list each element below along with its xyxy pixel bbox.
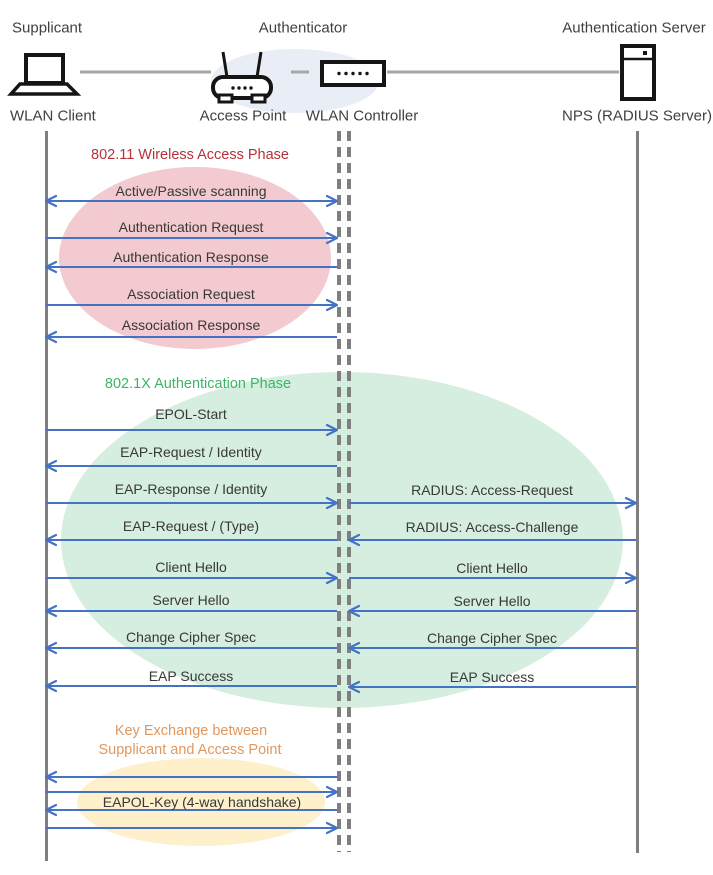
message-label: Association Request — [127, 286, 255, 302]
message-label: RADIUS: Access-Request — [411, 482, 573, 498]
phase-title-80211: 802.11 Wireless Access Phase — [91, 147, 289, 163]
message-label: RADIUS: Access-Challenge — [405, 519, 579, 535]
message-label: Client Hello — [155, 559, 227, 575]
message-label: Association Response — [121, 317, 261, 333]
message-label: EAP Success — [449, 669, 535, 685]
device-label-wlan-controller: WLAN Controller — [305, 107, 419, 125]
message-label: Server Hello — [152, 592, 230, 608]
message-label: Authentication Request — [118, 219, 264, 235]
actor-role-authenticator: Authenticator — [258, 19, 348, 37]
server-icon — [622, 46, 654, 99]
actor-role-authentication-server: Authentication Server — [562, 19, 706, 37]
message-label: Client Hello — [456, 560, 528, 576]
device-label-wlan-client: WLAN Client — [10, 107, 96, 125]
message-label: Server Hello — [453, 593, 531, 609]
phase-title-8021x: 802.1X Authentication Phase — [104, 376, 292, 392]
message-label: EAP Success — [148, 668, 234, 684]
message-label: EAP-Request / (Type) — [122, 518, 260, 534]
message-label: EAP-Request / Identity — [120, 444, 262, 460]
phase-title-key-exchange-line1: Key Exchange between — [114, 723, 268, 739]
message-label: EAPOL-Key (4-way handshake) — [102, 794, 302, 810]
device-label-access-point: Access Point — [199, 107, 287, 125]
message-label: Change Cipher Spec — [427, 630, 557, 646]
message-label: EAP-Response / Identity — [114, 481, 268, 497]
phase-title-key-exchange-line2: Supplicant and Access Point — [98, 742, 282, 758]
wlan-controller-icon — [322, 62, 384, 85]
device-label-nps-radius-server: NPS (RADIUS Server) — [561, 107, 713, 125]
message-label: Active/Passive scanning — [115, 183, 267, 199]
message-label: Change Cipher Spec — [126, 629, 256, 645]
laptop-icon — [11, 55, 77, 94]
actor-role-supplicant: Supplicant — [12, 19, 83, 37]
message-label: Authentication Response — [113, 249, 269, 265]
message-label: EPOL-Start — [155, 406, 227, 422]
